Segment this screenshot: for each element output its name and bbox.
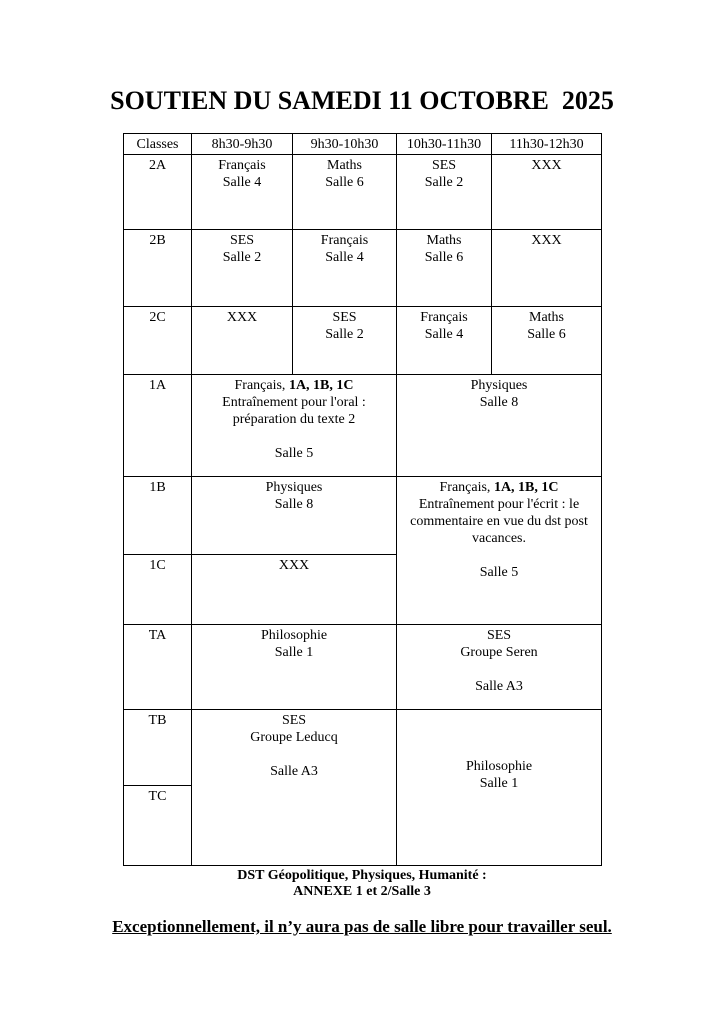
header-classes: Classes — [124, 134, 192, 155]
cell-2A-slot-1: Français Salle 4 — [192, 155, 293, 230]
cell-2B-slot-1: SES Salle 2 — [192, 230, 293, 307]
cell-1A-late: Physiques Salle 8 — [397, 375, 602, 477]
cell-2A-slot-4: XXX — [492, 155, 602, 230]
cell-1B-1C-late: Français, 1A, 1B, 1C Entraînement pour l'écrit : le commentaire en vue du dst post vacances. Salle 5 — [397, 477, 602, 625]
header-slot-3: 10h30-11h30 — [397, 134, 492, 155]
cell-2C-slot-4: Maths Salle 6 — [492, 307, 602, 375]
row-1A — [124, 375, 602, 477]
class-label: 1B — [124, 477, 192, 555]
row-2C — [124, 307, 602, 375]
class-label: TA — [124, 625, 192, 710]
schedule-table — [123, 133, 602, 866]
cell-2A-slot-2: Maths Salle 6 — [293, 155, 397, 230]
cell-1A-morning: Français, 1A, 1B, 1C Entraînement pour l'oral : préparation du texte 2 Salle 5 — [192, 375, 397, 477]
header-row — [124, 134, 602, 155]
class-label: 2C — [124, 307, 192, 375]
class-label: 1C — [124, 555, 192, 625]
row-2A — [124, 155, 602, 230]
cell-2C-slot-3: Français Salle 4 — [397, 307, 492, 375]
page-title: SOUTIEN DU SAMEDI 11 OCTOBRE 2025 — [110, 86, 614, 115]
row-TB — [124, 710, 602, 786]
cell-2C-slot-2: SES Salle 2 — [293, 307, 397, 375]
class-label: TB — [124, 710, 192, 786]
header-slot-4: 11h30-12h30 — [492, 134, 602, 155]
cell-1B-morning: Physiques Salle 8 — [192, 477, 397, 555]
class-label: 2B — [124, 230, 192, 307]
cell-1C-morning: XXX — [192, 555, 397, 625]
notice-text: Exceptionnellement, il n’y aura pas de salle libre pour travailler seul. — [112, 917, 612, 936]
header-slot-1: 8h30-9h30 — [192, 134, 293, 155]
cell-TA-morning: Philosophie Salle 1 — [192, 625, 397, 710]
dst-footer: DST Géopolitique, Physiques, Humanité : ANNEXE 1 et 2/Salle 3 — [237, 868, 487, 899]
row-TA — [124, 625, 602, 710]
header-slot-2: 9h30-10h30 — [293, 134, 397, 155]
cell-2B-slot-4: XXX — [492, 230, 602, 307]
cell-2B-slot-2: Français Salle 4 — [293, 230, 397, 307]
cell-TB-TC-morning: SES Groupe Leducq Salle A3 — [192, 710, 397, 866]
cell-2A-slot-3: SES Salle 2 — [397, 155, 492, 230]
cell-2B-slot-3: Maths Salle 6 — [397, 230, 492, 307]
row-1B — [124, 477, 602, 555]
class-label: 2A — [124, 155, 192, 230]
class-label: TC — [124, 786, 192, 866]
cell-TA-late: SES Groupe Seren Salle A3 — [397, 625, 602, 710]
cell-2C-slot-1: XXX — [192, 307, 293, 375]
cell-TB-TC-late: Philosophie Salle 1 — [397, 710, 602, 866]
class-label: 1A — [124, 375, 192, 477]
row-2B — [124, 230, 602, 307]
